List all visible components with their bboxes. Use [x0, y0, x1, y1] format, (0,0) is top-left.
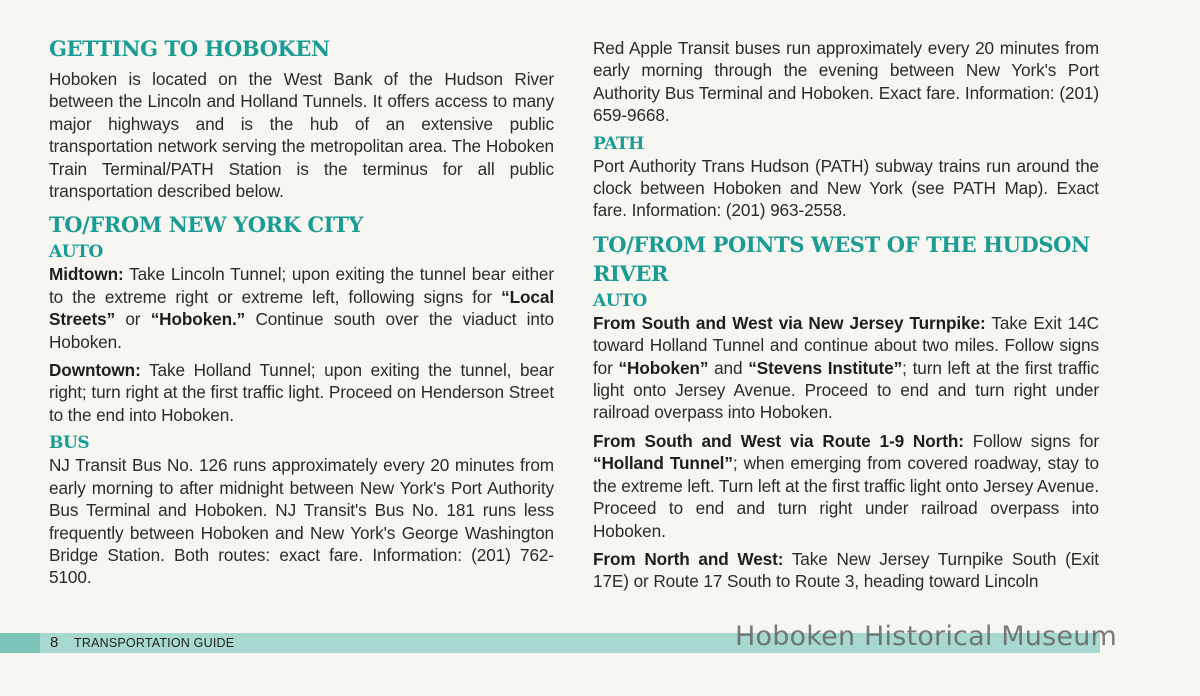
midtown-label: Midtown:: [49, 264, 124, 285]
red-apple-paragraph: Red Apple Transit buses run approximately every 20 minutes from early morning through the evening between New York's Port Authority Bus Terminal and Hoboken. Exact fare. Information: (201) 659-9668.: [593, 38, 1099, 126]
route19-label: From South and West via Route 1-9 North:: [593, 430, 964, 451]
guide-label: TRANSPORTATION GUIDE: [74, 636, 235, 650]
downtown-paragraph: [49, 359, 554, 426]
north-west-paragraph: [593, 548, 1099, 593]
getting-to-hoboken-paragraph: Hoboken is located on the West Bank of the Hudson River between the Lincoln and Holland Tunnels. It offers access to many major highways and is the hub of an extensive public transportation network serving the metropolitan area. The Hoboken Train Terminal/PATH Station is the terminus for all public transportation described below.: [49, 69, 554, 202]
turnpike-label: From South and West via New Jersey Turnpike:: [593, 312, 986, 333]
west-auto-heading: AUTO: [593, 290, 647, 311]
footer-stub: [0, 633, 40, 653]
museum-watermark: Hoboken Historical Museum: [735, 621, 1118, 652]
right-column: [593, 37, 1099, 599]
downtown-label: Downtown:: [49, 360, 141, 381]
nyc-auto-heading: AUTO: [49, 242, 103, 263]
path-heading: PATH: [593, 133, 644, 154]
turnpike-and: and: [708, 357, 749, 378]
turnpike-text-2: ; turn left at the first traffic light onto Jersey Avenue. Proceed to end and turn right under railroad overpass into Hoboken.: [593, 357, 1099, 423]
route19-holland: “Holland Tunnel”: [593, 453, 733, 474]
midtown-or: or: [115, 309, 151, 330]
left-column: [49, 36, 554, 595]
midtown-local-streets: “Local Streets”: [49, 286, 554, 330]
route19-paragraph: [593, 430, 1099, 542]
path-paragraph: Port Authority Trans Hudson (PATH) subway trains run around the clock between Hoboken and New York (see PATH Map). Exact fare. Information: (201) 963-2558.: [593, 155, 1099, 221]
turnpike-hoboken: “Hoboken”: [618, 357, 709, 378]
turnpike-text-1: Take Exit 14C toward Holland Tunnel and continue about two miles. Follow signs for: [593, 312, 1099, 378]
page-number: 8: [50, 634, 59, 651]
midtown-paragraph: [49, 263, 554, 353]
midtown-text-1: Take Lincoln Tunnel; upon exiting the tunnel bear either to the extreme right or extreme left, following signs for: [49, 264, 554, 307]
route19-text-1: Follow signs for: [963, 430, 1099, 451]
nyc-heading: TO/FROM NEW YORK CITY: [49, 212, 363, 238]
midtown-text-2: Continue south over the viaduct into Hoboken.: [49, 309, 554, 352]
north-west-text: Take New Jersey Turnpike South (Exit 17E) or Route 17 South to Route 3, heading toward Lincoln: [593, 548, 1099, 592]
bus-paragraph: NJ Transit Bus No. 126 runs approximately every 20 minutes from early morning to after midnight between New York's Port Authority Bus Terminal and Hoboken. NJ Transit's Bus No. 181 runs less frequently between Hoboken and New York's George Washington Bridge Station. Both routes: exact fare. Information: (201) 762-5100.: [49, 455, 554, 588]
route19-text-2: ; when emerging from covered roadway, stay to the extreme left. Turn left at the first traffic light onto Jersey Avenue. Proceed to end and turn right under railroad overpass into Hoboken.: [593, 453, 1099, 541]
turnpike-stevens: “Stevens Institute”: [748, 357, 903, 378]
north-west-label: From North and West:: [593, 548, 784, 569]
bus-heading: BUS: [49, 433, 90, 454]
downtown-text: Take Holland Tunnel; upon exiting the tunnel, bear right; turn right at the first traffic light. Proceed on Henderson Street to the end into Hoboken.: [49, 360, 554, 425]
getting-to-hoboken-heading: GETTING TO HOBOKEN: [49, 36, 330, 61]
points-west-heading: TO/FROM POINTS WEST OF THE HUDSON RIVER: [593, 231, 1090, 286]
turnpike-paragraph: [593, 312, 1099, 424]
midtown-hoboken: “Hoboken.”: [150, 309, 246, 330]
